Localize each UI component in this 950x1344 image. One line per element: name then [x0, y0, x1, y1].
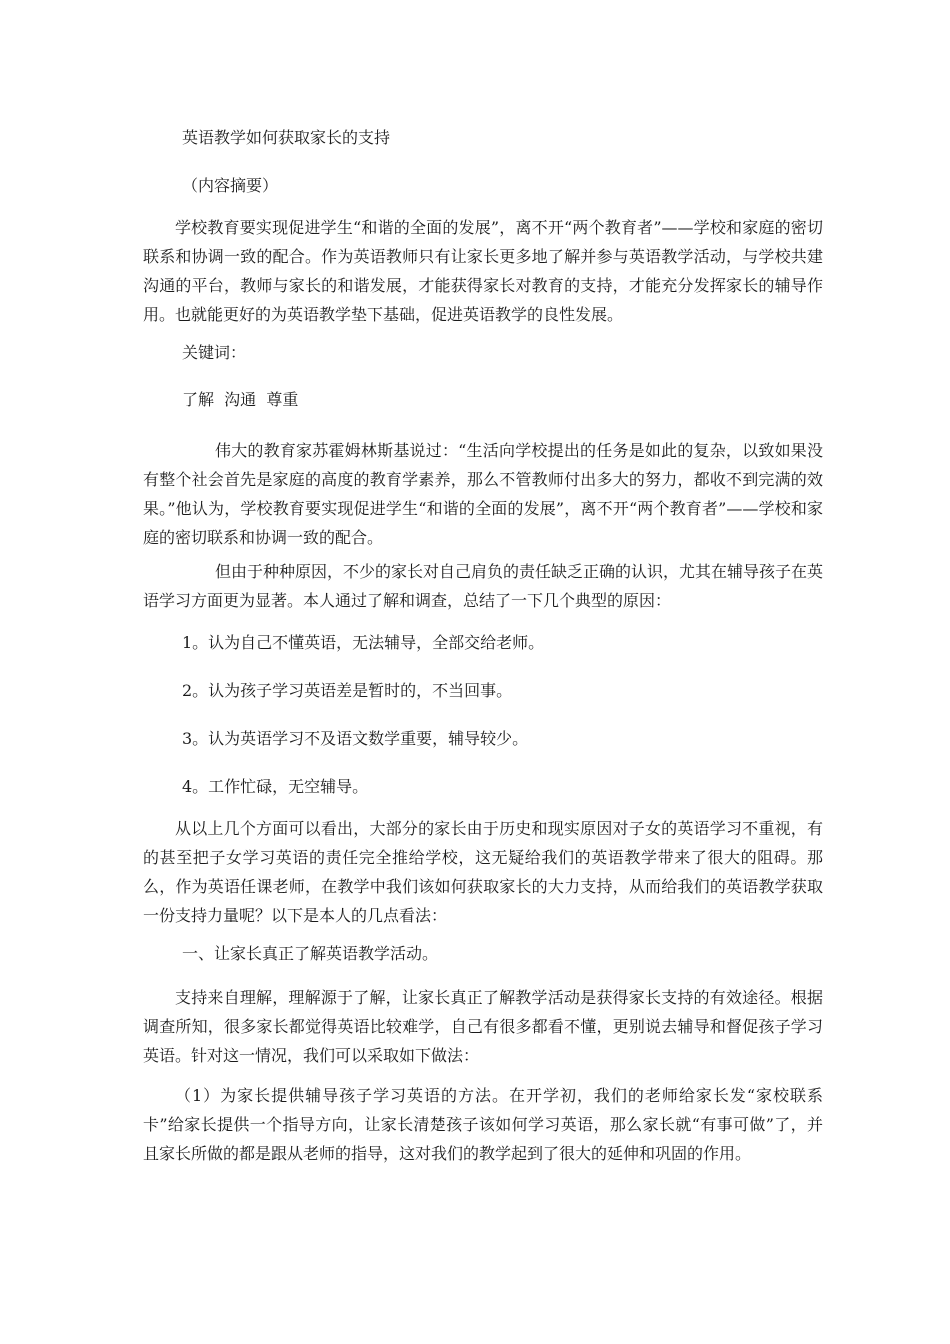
document-title: 英语教学如何获取家长的支持	[182, 128, 391, 147]
reason-item-4: 4。工作忙碌，无空辅导。	[182, 777, 369, 796]
reasons-intro-text: 但由于种种原因，不少的家长对自己肩负的责任缺乏正确的认识，尤其在辅导孩子在英语学习方面更为显著。本人通过了解和调查，总结了一下几个典型的原因：	[143, 562, 824, 610]
abstract-paragraph	[143, 213, 823, 329]
summary-text: 从以上几个方面可以看出，大部分的家长由于历史和现实原因对子女的英语学习不重视，有的甚至把子女学习英语的责任完全推给学校，这无疑给我们的英语教学带来了很大的阻碍。那么，作为英语任课老师，在教学中我们该如何获取家长的大力支持，从而给我们的英语教学获取一份支持力量呢？以下是本人的几点看法：	[143, 819, 823, 925]
reason-item-1: 1。认为自己不懂英语，无法辅导，全部交给老师。	[182, 633, 545, 652]
section1-item1-text: （1）为家长提供辅导孩子学习英语的方法。在开学初，我们的老师给家长发“家校联系卡”给家长提供一个指导方向，让家长清楚孩子该如何学习英语，那么家长就“有事可做”了，并且家长所做的都是跟从老师的指导，这对我们的教学起到了很大的延伸和巩固的作用。	[143, 1086, 823, 1163]
section1-text: 支持来自理解，理解源于了解，让家长真正了解教学活动是获得家长支持的有效途径。根据调查所知，很多家长都觉得英语比较难学，自己有很多都看不懂，更别说去辅导和督促孩子学习英语。针对这一情况，我们可以采取如下做法：	[143, 988, 823, 1065]
section1-heading: 一、让家长真正了解英语教学活动。	[182, 944, 439, 963]
abstract-text: 学校教育要实现促进学生“和谐的全面的发展”，离不开“两个教育者”——学校和家庭的密切联系和协调一致的配合。作为英语教师只有让家长更多地了解并参与英语教学活动，与学校共建沟通的平台，教师与家长的和谐发展，才能获得家长对教育的支持，才能充分发挥家长的辅导作用。也就能更好的为英语教学垫下基础，促进英语教学的良性发展。	[143, 218, 823, 324]
quote-paragraph	[143, 436, 823, 552]
section1-paragraph	[143, 983, 823, 1070]
reasons-intro-paragraph	[143, 557, 823, 615]
reason-item-2: 2。认为孩子学习英语差是暂时的，不当回事。	[182, 681, 513, 700]
keywords-text: 了解 沟通 尊重	[182, 390, 299, 409]
reason-item-3: 3。认为英语学习不及语文数学重要，辅导较少。	[182, 729, 529, 748]
section1-item1-paragraph	[143, 1081, 823, 1168]
summary-paragraph	[143, 814, 823, 930]
quote-text: 伟大的教育家苏霍姆林斯基说过：“生活向学校提出的任务是如此的复杂，以致如果没有整个社会首先是家庭的高度的教育学素养，那么不管教师付出多大的努力，都收不到完满的效果。”他认为，学校教育要实现促进学生“和谐的全面的发展”，离不开“两个教育者”——学校和家庭的密切联系和协调一致的配合。	[143, 441, 823, 547]
abstract-label: （内容摘要）	[182, 176, 279, 195]
keywords-label: 关键词：	[182, 343, 247, 362]
